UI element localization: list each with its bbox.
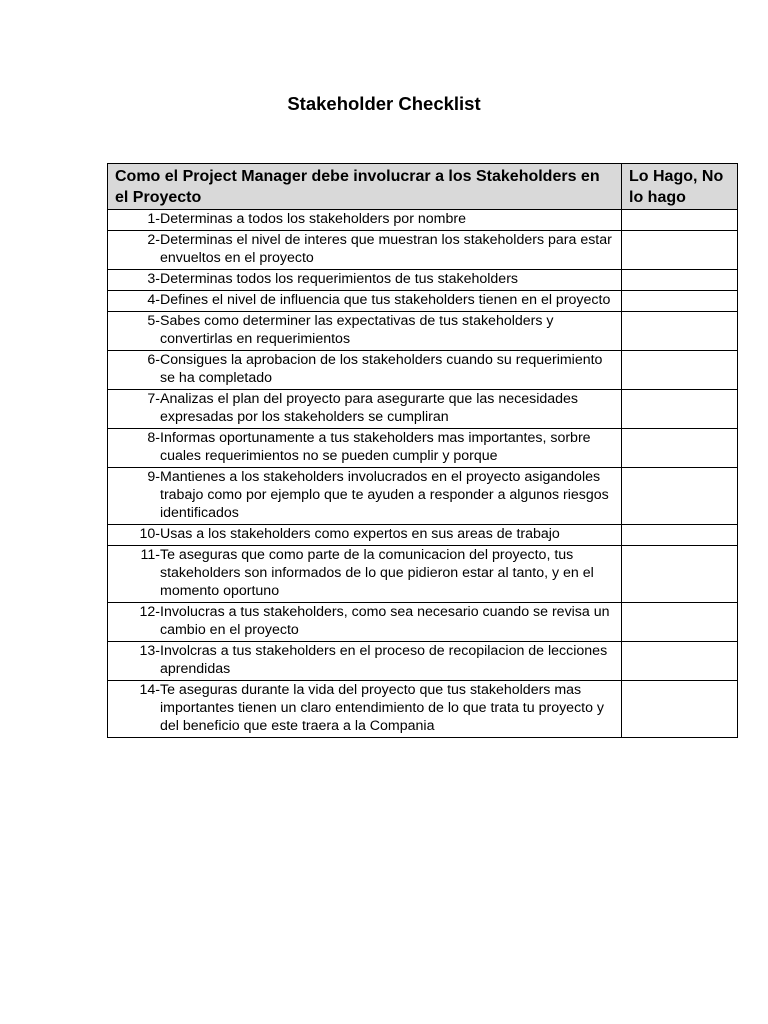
activity-cell: [108, 351, 622, 390]
row-text: Mantienes a los stakeholders involucrados en el proyecto asigandoles trabajo como por ejemplo que te ayuden a responder a algunos riesgos identificados: [160, 469, 609, 521]
row-number: 5-: [147, 313, 160, 329]
row-text: Involucras a tus stakeholders, como sea necesario cuando se revisa un cambio en el proyecto: [160, 604, 610, 638]
row-text: Te aseguras que como parte de la comunicacion del proyecto, tus stakeholders son informados de lo que pidieron estar al tanto, y en el momento oportuno: [160, 547, 594, 599]
status-cell[interactable]: [622, 270, 738, 291]
activity-cell: [108, 681, 622, 738]
row-text: Consigues la aprobacion de los stakeholders cuando su requerimiento se ha completado: [160, 352, 603, 386]
status-cell[interactable]: [622, 681, 738, 738]
table-row: [108, 231, 738, 270]
row-number: 2-: [147, 232, 160, 248]
activity-cell: [108, 270, 622, 291]
status-column-header: Lo Hago, No lo hago: [622, 164, 738, 210]
row-number: 6-: [147, 352, 160, 368]
activity-column-header: Como el Project Manager debe involucrar a los Stakeholders en el Proyecto: [108, 164, 622, 210]
status-cell[interactable]: [622, 312, 738, 351]
activity-cell: [108, 468, 622, 525]
status-cell[interactable]: [622, 603, 738, 642]
document-title: Stakeholder Checklist: [287, 93, 481, 114]
status-cell[interactable]: [622, 642, 738, 681]
table-row: [108, 351, 738, 390]
status-cell[interactable]: [622, 291, 738, 312]
row-text: Involcras a tus stakeholders en el proceso de recopilacion de lecciones aprendidas: [160, 643, 608, 677]
table-row: [108, 390, 738, 429]
activity-cell: [108, 291, 622, 312]
table-row: [108, 525, 738, 546]
activity-cell: [108, 210, 622, 231]
row-text: Determinas todos los requerimientos de tus stakeholders: [160, 271, 519, 287]
status-cell[interactable]: [622, 525, 738, 546]
row-text: Usas a los stakeholders como expertos en sus areas de trabajo: [160, 526, 560, 542]
table-row: [108, 642, 738, 681]
table-row: [108, 468, 738, 525]
row-text: Informas oportunamente a tus stakeholders mas importantes, sorbre cuales requerimientos no se pueden cumplir y porque: [160, 430, 591, 464]
table-row: [108, 312, 738, 351]
row-text: Analizas el plan del proyecto para asegurarte que las necesidades expresadas por los stakeholders se cumpliran: [160, 391, 579, 425]
row-number: 7-: [147, 391, 160, 407]
row-text: Sabes como determiner las expectativas de tus stakeholders y convertirlas en requerimientos: [160, 313, 554, 347]
table-row: [108, 546, 738, 603]
row-number: 14-: [139, 682, 160, 698]
status-cell[interactable]: [622, 390, 738, 429]
status-cell[interactable]: [622, 468, 738, 525]
activity-cell: [108, 231, 622, 270]
row-text: Defines el nivel de influencia que tus stakeholders tienen en el proyecto: [160, 292, 611, 308]
row-number: 9-: [147, 469, 160, 485]
row-text: Te aseguras durante la vida del proyecto que tus stakeholders mas importantes tienen un claro entendimiento de lo que trata tu proyecto y del beneficio que este traera a la Compania: [160, 682, 605, 734]
status-cell[interactable]: [622, 351, 738, 390]
table-header-row: [108, 164, 738, 210]
table-row: [108, 270, 738, 291]
stakeholder-checklist-table: [107, 163, 738, 738]
table-row: [108, 603, 738, 642]
activity-cell: [108, 525, 622, 546]
table-row: [108, 681, 738, 738]
activity-cell: [108, 429, 622, 468]
row-text: Determinas a todos los stakeholders por nombre: [160, 211, 466, 227]
status-cell[interactable]: [622, 429, 738, 468]
row-number: 1-: [147, 211, 160, 227]
activity-cell: [108, 603, 622, 642]
status-cell[interactable]: [622, 546, 738, 603]
activity-cell: [108, 546, 622, 603]
row-number: 4-: [147, 292, 160, 308]
table-row: [108, 429, 738, 468]
row-number: 11-: [140, 547, 160, 563]
checklist-body: [108, 210, 738, 738]
table-row: [108, 210, 738, 231]
row-number: 3-: [147, 271, 160, 287]
row-number: 12-: [139, 604, 160, 620]
row-number: 13-: [139, 643, 160, 659]
row-number: 8-: [147, 430, 160, 446]
status-cell[interactable]: [622, 210, 738, 231]
row-number: 10-: [139, 526, 160, 542]
status-cell[interactable]: [622, 231, 738, 270]
table-row: [108, 291, 738, 312]
activity-cell: [108, 642, 622, 681]
row-text: Determinas el nivel de interes que muestran los stakeholders para estar envueltos en el proyecto: [160, 232, 612, 266]
activity-cell: [108, 390, 622, 429]
activity-cell: [108, 312, 622, 351]
